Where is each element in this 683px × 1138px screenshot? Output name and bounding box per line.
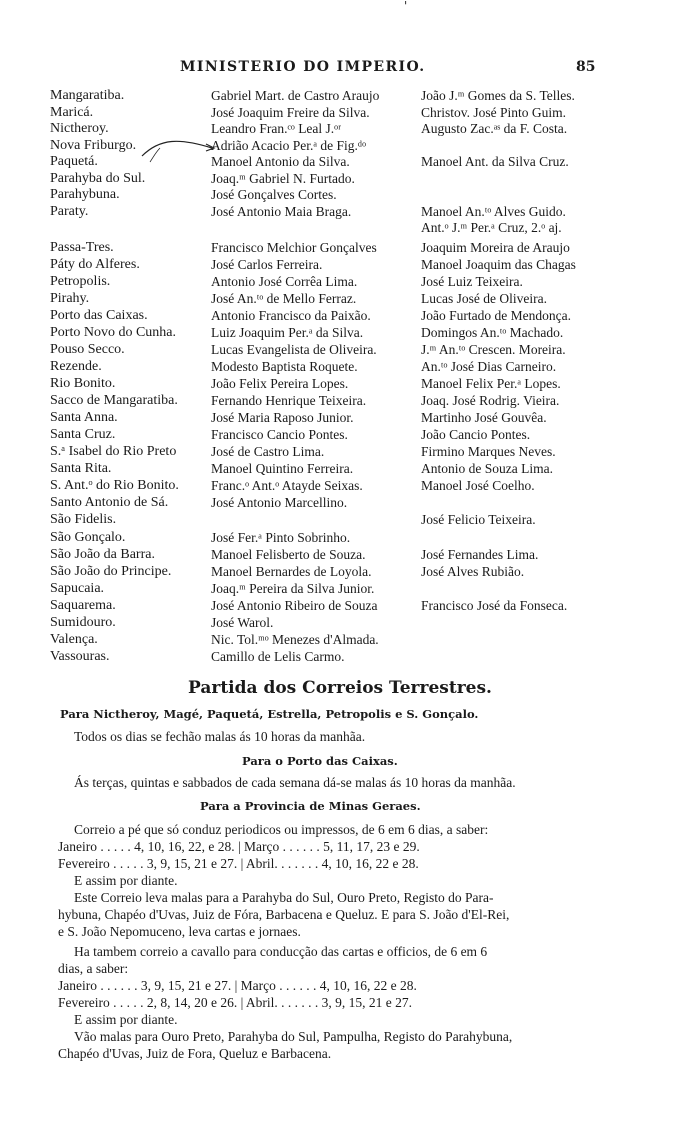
official-name: José An.ᵗᵒ de Mello Ferraz.	[211, 291, 357, 306]
place-name: Parahybuna.	[50, 187, 120, 202]
place-name: Nova Friburgo.	[50, 138, 137, 153]
text-line: E assim por diante.	[74, 1012, 178, 1027]
official-name: Franc.ᵒ Ant.ᵒ Atayde Seixas.	[211, 478, 363, 493]
subheading-nictheroy: Para Nictheroy, Magé, Paquetá, Estrella, Petropolis e S. Gonçalo.	[60, 707, 479, 721]
substitute-name: João J.ᵐ Gomes da S. Telles.	[421, 88, 575, 103]
official-name: José Antonio Ribeiro de Souza	[211, 598, 378, 613]
text-line: Chapéo d'Uvas, Juiz de Fora, Queluz e Barbacena.	[58, 1046, 332, 1061]
official-name: Antonio José Corrêa Lima.	[211, 274, 358, 289]
place-name: Páty do Alferes.	[50, 257, 140, 272]
substitute-name: An.ᵗᵒ José Dias Carneiro.	[421, 359, 557, 374]
schedule-line: Fevereiro . . . . . 2, 8, 14, 20 e 26. | Abril. . . . . . . 3, 9, 15, 21 e 27.	[58, 995, 413, 1010]
official-name: Joaq.ᵐ Gabriel N. Furtado.	[211, 171, 355, 186]
substitute-name: João Furtado de Mendonça.	[421, 308, 571, 323]
place-name: Sacco de Mangaratiba.	[50, 393, 178, 408]
substitute-name: Ant.ᵒ J.ᵐ Per.ᵃ Cruz, 2.ᵒ aj.	[421, 220, 562, 235]
official-name: Modesto Baptista Roquete.	[211, 359, 358, 374]
place-name: Santa Cruz.	[50, 427, 116, 442]
text-line: E assim por diante.	[74, 873, 178, 888]
schedule-line: Janeiro . . . . . 4, 10, 16, 22, e 28. | Março . . . . . . 5, 11, 17, 23 e 29.	[58, 839, 420, 854]
place-name: São Fidelis.	[50, 512, 117, 527]
text-line: hybuna, Chapéo d'Uvas, Juiz de Fóra, Barbacena e Queluz. E para S. João d'El-Rei,	[58, 907, 510, 922]
substitute-name: José Felicio Teixeira.	[421, 512, 536, 527]
place-name: Mangaratiba.	[50, 88, 125, 103]
official-name: José Fer.ᵃ Pinto Sobrinho.	[211, 530, 351, 545]
official-name: José Antonio Maia Braga.	[211, 204, 352, 219]
substitute-name: Manoel Felix Per.ᵃ Lopes.	[421, 376, 561, 391]
place-name: Maricá.	[50, 105, 94, 120]
official-name: Manoel Felisberto de Souza.	[211, 547, 366, 562]
substitute-name: Augusto Zac.ᵃˢ da F. Costa.	[421, 121, 568, 136]
place-name: Parahyba do Sul.	[50, 171, 146, 186]
official-name: Manoel Antonio da Silva.	[211, 154, 350, 169]
place-name: Vassouras.	[50, 649, 110, 664]
text-line: Este Correio leva malas para a Parahyba do Sul, Ouro Preto, Registo do Para-	[74, 890, 494, 905]
official-name: Gabriel Mart. de Castro Araujo	[211, 88, 380, 103]
official-name: Antonio Francisco da Paixão.	[211, 308, 371, 323]
subheading-minas-geraes: Para a Provincia de Minas Geraes.	[200, 799, 421, 813]
official-name: Camillo de Lelis Carmo.	[211, 649, 345, 664]
place-name: São Gonçalo.	[50, 530, 126, 545]
text-line: Ha tambem correio a cavallo para conducção das cartas e officios, de 6 em 6	[74, 944, 488, 959]
text-line: Vão malas para Ouro Preto, Parahyba do Sul, Pampulha, Registo do Parahybuna,	[74, 1029, 513, 1044]
page-mark: '	[404, 0, 408, 13]
place-name: Paquetá.	[50, 154, 98, 169]
substitute-name: Manoel An.ᵗᵒ Alves Guido.	[421, 204, 566, 219]
place-name: Valença.	[50, 632, 98, 647]
place-name: Porto Novo do Cunha.	[50, 325, 176, 340]
official-name: Leandro Fran.ᶜᵒ Leal J.ᵒʳ	[211, 121, 341, 136]
substitute-name: Antonio de Souza Lima.	[421, 461, 553, 476]
official-name: João Felix Pereira Lopes.	[211, 376, 349, 391]
substitute-name: José Luiz Teixeira.	[421, 274, 523, 289]
official-name: Manoel Bernardes de Loyola.	[211, 564, 372, 579]
official-name: José Joaquim Freire da Silva.	[211, 105, 370, 120]
substitute-name: J.ᵐ An.ᵗᵒ Crescen. Moreira.	[421, 342, 566, 357]
place-name: Paraty.	[50, 204, 89, 219]
official-name: José Warol.	[211, 615, 274, 630]
substitute-name: Christov. José Pinto Guim.	[421, 105, 567, 120]
place-name: Rio Bonito.	[50, 376, 116, 391]
official-name: Francisco Melchior Gonçalves	[211, 240, 377, 255]
substitute-name: Martinho José Gouvêa.	[421, 410, 547, 425]
handwritten-arrow-mark	[140, 134, 220, 164]
substitute-name: Domingos An.ᵗᵒ Machado.	[421, 325, 564, 340]
substitute-name: Lucas José de Oliveira.	[421, 291, 547, 306]
place-name: São João da Barra.	[50, 547, 155, 562]
subheading-porto-caixas: Para o Porto das Caixas.	[242, 754, 398, 768]
official-name: José Gonçalves Cortes.	[211, 187, 337, 202]
substitute-name: João Cancio Pontes.	[421, 427, 531, 442]
page-header: MINISTERIO DO IMPERIO.	[180, 59, 426, 75]
text-line: dias, a saber:	[58, 961, 129, 976]
place-name: São João do Principe.	[50, 564, 172, 579]
substitute-name: Manoel Ant. da Silva Cruz.	[421, 154, 569, 169]
substitute-name: Joaquim Moreira de Araujo	[421, 240, 570, 255]
place-name: Santa Rita.	[50, 461, 112, 476]
schedule-line: Fevereiro . . . . . 3, 9, 15, 21 e 27. | Abril. . . . . . . 4, 10, 16, 22 e 28.	[58, 856, 419, 871]
place-name: Santo Antonio de Sá.	[50, 495, 169, 510]
section-title: Partida dos Correios Terrestres.	[188, 678, 492, 698]
place-name: S.ᵃ Isabel do Rio Preto	[50, 444, 177, 459]
substitute-name: Manoel Joaquim das Chagas	[421, 257, 576, 272]
page-number: 85	[576, 59, 596, 75]
place-name: Pouso Secco.	[50, 342, 125, 357]
official-name: Francisco Cancio Pontes.	[211, 427, 348, 442]
official-name: Joaq.ᵐ Pereira da Silva Junior.	[211, 581, 375, 596]
place-name: Sapucaia.	[50, 581, 105, 596]
place-name: Pirahy.	[50, 291, 90, 306]
official-name: Nic. Tol.ᵐᵒ Menezes d'Almada.	[211, 632, 379, 647]
text-line: Correio a pé que só conduz periodicos ou impressos, de 6 em 6 dias, a saber:	[74, 822, 489, 837]
text-nictheroy: Todos os dias se fechão malas ás 10 horas da manhãa.	[74, 729, 366, 744]
substitute-name: José Alves Rubião.	[421, 564, 525, 579]
place-name: Nictheroy.	[50, 121, 109, 136]
substitute-name: Joaq. José Rodrig. Vieira.	[421, 393, 560, 408]
official-name: Adrião Acacio Per.ᵃ de Fig.ᵈᵒ	[211, 138, 366, 153]
place-name: Santa Anna.	[50, 410, 118, 425]
schedule-line: Janeiro . . . . . . 3, 9, 15, 21 e 27. | Março . . . . . . 4, 10, 16, 22 e 28.	[58, 978, 417, 993]
substitute-name: Manoel José Coelho.	[421, 478, 535, 493]
place-name: Petropolis.	[50, 274, 111, 289]
place-name: Sumidouro.	[50, 615, 116, 630]
place-name: Passa-Tres.	[50, 240, 114, 255]
official-name: Manoel Quintino Ferreira.	[211, 461, 354, 476]
official-name: Fernando Henrique Teixeira.	[211, 393, 367, 408]
place-name: S. Ant.ᵒ do Rio Bonito.	[50, 478, 179, 493]
official-name: José de Castro Lima.	[211, 444, 325, 459]
place-name: Rezende.	[50, 359, 102, 374]
substitute-name: Firmino Marques Neves.	[421, 444, 556, 459]
official-name: Luiz Joaquim Per.ᵃ da Silva.	[211, 325, 364, 340]
substitute-name: Francisco José da Fonseca.	[421, 598, 568, 613]
official-name: José Carlos Ferreira.	[211, 257, 323, 272]
place-name: Saquarema.	[50, 598, 116, 613]
substitute-name: José Fernandes Lima.	[421, 547, 539, 562]
text-porto-caixas: Ás terças, quintas e sabbados de cada semana dá-se malas ás 10 horas da manhãa.	[74, 775, 516, 790]
text-line: e S. João Nepomuceno, leva cartas e jornaes.	[58, 924, 301, 939]
official-name: José Maria Raposo Junior.	[211, 410, 354, 425]
official-name: José Antonio Marcellino.	[211, 495, 348, 510]
official-name: Lucas Evangelista de Oliveira.	[211, 342, 377, 357]
place-name: Porto das Caixas.	[50, 308, 148, 323]
